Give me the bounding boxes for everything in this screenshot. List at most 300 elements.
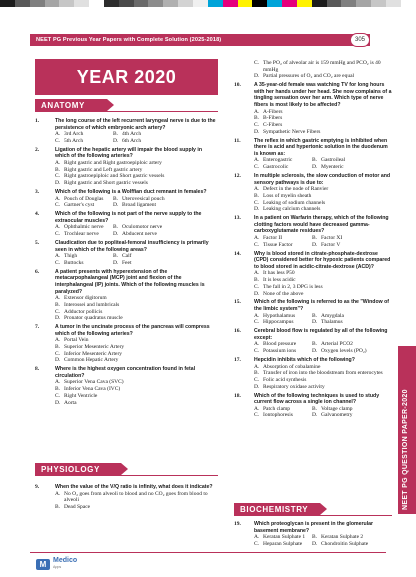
question-number: 16. xyxy=(234,328,241,335)
option-letter: C. xyxy=(254,319,260,326)
options-list xyxy=(55,160,218,187)
continued-options xyxy=(254,60,392,80)
medico-logo xyxy=(36,557,77,571)
option-letter: C. xyxy=(254,164,260,171)
option-item xyxy=(254,412,312,419)
option-letter: B. xyxy=(55,343,61,350)
option-text: 6th Arch xyxy=(122,137,142,144)
color-swatch xyxy=(223,0,238,7)
left-column-anatomy xyxy=(35,118,218,408)
option-letter: C. xyxy=(254,199,260,206)
option-text: Dead Space xyxy=(64,504,91,510)
option-letter: D. xyxy=(312,412,318,419)
option-item xyxy=(312,313,370,320)
option-letter: C. xyxy=(55,308,61,315)
option-letter: D. xyxy=(55,399,61,406)
option-item xyxy=(254,186,392,193)
options-list xyxy=(55,379,218,406)
options-list xyxy=(55,491,218,511)
option-item xyxy=(312,319,370,326)
option-text: Absorption of cobalamine xyxy=(263,363,321,370)
option-letter: D. xyxy=(312,241,318,248)
section-anatomy: ANATOMY xyxy=(35,99,107,112)
option-text: Loss of myelin sheath xyxy=(263,192,312,199)
question-number: 18. xyxy=(234,392,241,399)
option-letter: D. xyxy=(55,180,61,187)
option-item xyxy=(312,412,370,419)
options-list xyxy=(55,131,218,144)
option-letter: A. xyxy=(55,224,61,231)
question-item xyxy=(234,393,392,420)
option-text: Gastroileal xyxy=(321,157,346,164)
question-stem: Hepcidin inhibits which of the following? xyxy=(254,356,355,363)
option-text: C-Fibers xyxy=(263,122,283,129)
side-tab-label: NEET PG QUESTION PAPER-2020 xyxy=(402,389,409,510)
option-text: Portal Vein xyxy=(64,337,89,344)
option-text: The fall in 2, 3 DPG is less xyxy=(263,283,323,290)
color-swatch xyxy=(119,0,134,7)
logo-mark-icon: M xyxy=(36,559,50,570)
option-item xyxy=(113,231,171,238)
option-item xyxy=(55,173,218,180)
option-text: Factor XI xyxy=(321,235,343,242)
question-stem: A tumor in the uncinate process of the pancreas will compress which of the following arteries? xyxy=(55,324,210,337)
option-item xyxy=(254,348,312,355)
option-item xyxy=(113,202,171,209)
option-item xyxy=(312,406,370,413)
section-physiology: PHYSIOLOGY xyxy=(35,463,121,476)
option-letter: B. xyxy=(113,195,119,202)
color-swatch xyxy=(327,0,342,7)
question-item xyxy=(234,357,392,390)
option-text: Right gastric and Right gastroepiploic artery xyxy=(64,159,162,166)
question-item xyxy=(35,118,218,145)
option-item xyxy=(312,157,370,164)
option-letter: D. xyxy=(113,231,119,238)
option-letter: A. xyxy=(254,157,260,164)
option-item xyxy=(254,122,392,129)
option-letter: B. xyxy=(312,341,318,348)
question-stem: Which proteoglycan is present in the glomerular basement membrane? xyxy=(254,521,374,534)
option-letter: A. xyxy=(254,270,260,277)
option-letter: A. xyxy=(254,312,260,319)
option-text: Right Ventricle xyxy=(64,392,98,399)
question-item xyxy=(234,328,392,355)
option-item xyxy=(113,131,171,138)
option-letter: B. xyxy=(254,277,260,284)
question-item xyxy=(234,82,392,135)
option-text: Broad ligament xyxy=(122,202,157,209)
question-stem: A 35-year-old female was watching TV for long hours with her hands under her head. She now complains of a tingling sensation over her arm. Which type of nerve fibers is most likely to be affected? xyxy=(254,82,392,109)
options-list xyxy=(254,341,392,354)
option-letter: D. xyxy=(312,348,318,355)
option-letter: A. xyxy=(254,534,260,541)
option-letter: C. xyxy=(55,173,61,180)
color-swatch xyxy=(341,0,356,7)
question-number: 17. xyxy=(234,356,241,363)
color-swatch xyxy=(163,0,178,7)
option-text: It is less acidic xyxy=(263,277,296,284)
option-item xyxy=(254,60,392,73)
option-text: 5th Arch xyxy=(64,137,84,144)
color-swatch xyxy=(15,0,30,7)
color-swatch xyxy=(89,0,104,7)
option-item xyxy=(55,260,113,267)
option-text: Buttocks xyxy=(64,259,84,266)
option-letter: D. xyxy=(113,202,119,209)
option-item xyxy=(254,277,392,284)
option-letter: C. xyxy=(55,259,61,266)
question-number: 12. xyxy=(234,173,241,180)
option-text: Abducent nerve xyxy=(122,231,157,238)
option-letter: B. xyxy=(55,301,61,308)
option-item xyxy=(55,351,218,358)
print-color-bar xyxy=(0,0,416,7)
footer-rule xyxy=(30,552,386,553)
option-letter: B. xyxy=(312,235,318,242)
option-letter: D. xyxy=(254,290,260,297)
question-number: 19. xyxy=(234,521,241,527)
question-stem: The reflex in which gastric emptying is inhibited when there is acid and hypertonic solution in the duodenum is known as: xyxy=(254,137,388,157)
question-number: 10. xyxy=(234,82,241,89)
question-stem: When the value of the V/Q ratio is infinity, what does it indicate? xyxy=(55,484,213,490)
question-stem: Which of the following is not part of the nerve supply to the extraocular muscles? xyxy=(55,211,202,224)
color-swatch xyxy=(267,0,282,7)
option-item xyxy=(55,160,218,167)
option-text: 4th Arch xyxy=(122,131,142,138)
option-letter: A. xyxy=(254,108,260,115)
option-text: Calf xyxy=(122,253,132,260)
option-letter: C. xyxy=(254,540,260,547)
option-letter: A. xyxy=(254,186,260,193)
options-list xyxy=(254,406,392,419)
question-stem: Which of the following techniques is used to study current flow across a single ion channel? xyxy=(254,392,380,406)
option-item xyxy=(55,337,218,344)
option-text: Uterovesical pouch xyxy=(122,195,165,202)
color-swatch xyxy=(148,0,163,7)
option-letter: D. xyxy=(113,259,119,266)
options-list xyxy=(254,313,392,326)
color-swatch xyxy=(252,0,267,7)
option-item xyxy=(312,235,370,242)
option-text: Leaking of sodium channels xyxy=(263,199,326,206)
option-item xyxy=(55,196,113,203)
option-text: Gartner's cyst xyxy=(64,202,95,209)
option-letter: C. xyxy=(55,392,61,399)
question-item xyxy=(234,299,392,326)
option-text: Right gastroepiploic and Short gastric vessels xyxy=(64,173,165,180)
page-number: 305 xyxy=(350,33,370,47)
option-text: No O₂ goes from alveoli to blood and no CO₂ goes from blood to alveoli xyxy=(64,490,208,504)
option-text: Blood pressure xyxy=(263,341,297,348)
color-swatch xyxy=(45,0,60,7)
question-stem: Why is blood stored in citrate-phosphate-dextrose (CPD) considered better for hypoxic patients compared to blood stored in acidic-citrate-dextrose (ACD)? xyxy=(254,250,391,270)
section-biochemistry: BIOCHEMISTRY xyxy=(234,503,320,516)
question-number: 2. xyxy=(35,146,40,153)
options-list xyxy=(254,534,392,547)
option-text: Hypothalamus xyxy=(263,312,296,319)
option-text: Thalamus xyxy=(321,319,343,326)
option-item xyxy=(312,164,370,171)
question-number: 5. xyxy=(35,239,40,246)
option-item xyxy=(55,386,218,393)
option-letter: B. xyxy=(312,312,318,319)
option-text: Keratan Sulphate 2 xyxy=(321,534,364,541)
question-stem: In multiple sclerosis, the slow conduction of motor and sensory pathways is due to: xyxy=(254,173,391,186)
question-number: 7. xyxy=(35,324,40,331)
option-item xyxy=(55,167,218,174)
option-text: Amygdala xyxy=(321,312,344,319)
option-text: Partial pressures of O₂ and CO₂ are equal xyxy=(263,73,355,80)
option-text: The PO₂ of alveolar air is 159 mmHg and PCO₂ is 40 mmHg xyxy=(263,60,381,73)
option-text: B-Fibers xyxy=(263,115,283,122)
option-text: Tissue Factor xyxy=(263,241,293,248)
option-item xyxy=(254,206,392,213)
right-column xyxy=(234,60,392,421)
option-letter: D. xyxy=(113,137,119,144)
option-text: Superior Vena Cava (SVC) xyxy=(64,379,124,386)
color-swatch xyxy=(371,0,386,7)
color-swatch xyxy=(104,0,119,7)
question-item xyxy=(35,240,218,267)
option-item xyxy=(254,109,392,116)
color-swatch xyxy=(0,0,15,7)
color-swatch xyxy=(178,0,193,7)
options-list xyxy=(254,364,392,391)
option-letter: C. xyxy=(254,241,260,248)
question-number: 9. xyxy=(35,484,40,490)
question-number: 6. xyxy=(35,268,40,275)
options-list xyxy=(254,235,392,248)
option-letter: D. xyxy=(254,206,260,213)
option-text: It has less P50 xyxy=(263,270,295,277)
option-letter: B. xyxy=(312,534,318,541)
option-item xyxy=(254,541,312,548)
option-item xyxy=(55,315,218,322)
logo-name: Medico xyxy=(53,557,78,564)
option-item xyxy=(254,284,392,291)
option-text: Oxygen levels (PO₂) xyxy=(321,348,367,355)
option-item xyxy=(55,202,113,209)
option-item xyxy=(254,384,392,391)
option-text: Inferior Vena Cava (IVC) xyxy=(64,386,121,393)
option-text: Keratan Sulphate 1 xyxy=(263,534,306,541)
option-item xyxy=(55,393,218,400)
options-list xyxy=(254,186,392,213)
option-letter: D. xyxy=(312,540,318,547)
question-item xyxy=(234,138,392,171)
options-list xyxy=(254,109,392,136)
option-item xyxy=(113,253,171,260)
option-letter: D. xyxy=(254,383,260,390)
question-item xyxy=(234,173,392,213)
option-item xyxy=(254,341,312,348)
option-text: Thigh xyxy=(64,253,78,260)
option-item xyxy=(312,242,370,249)
logo-sub: Apps xyxy=(53,565,62,569)
option-item xyxy=(113,224,171,231)
option-text: Myenteric xyxy=(321,164,344,171)
option-item xyxy=(113,138,171,145)
option-item xyxy=(254,157,312,164)
option-item xyxy=(113,260,171,267)
option-text: Sympathetic Nerve Fibers xyxy=(263,128,321,135)
option-text: Transfer of iron into the bloodstream from enterocytes xyxy=(263,370,383,377)
question-stem: Claudication due to popliteal-femoral insufficiency is primarily seen in which of the following areas? xyxy=(55,239,209,253)
question-stem: Where is the highest oxygen concentration found in fetal circulation? xyxy=(55,366,196,379)
option-letter: A. xyxy=(55,379,61,386)
option-item xyxy=(55,253,113,260)
question-stem: The long course of the left recurrent laryngeal nerve is due to the persistence of which embryonic arch artery? xyxy=(55,118,216,131)
option-text: Respiratory oxidase activity xyxy=(263,383,325,390)
option-letter: A. xyxy=(55,253,61,260)
option-item xyxy=(55,224,113,231)
option-item xyxy=(254,242,312,249)
option-item xyxy=(113,196,171,203)
option-letter: C. xyxy=(55,202,61,209)
options-list xyxy=(55,337,218,364)
option-letter: C. xyxy=(55,231,61,238)
question-item xyxy=(35,484,218,511)
option-text: Arterial PCO2 xyxy=(321,341,353,348)
option-item xyxy=(55,400,218,407)
option-text: Patch clamp xyxy=(263,405,291,412)
option-text: Ophthalmic nerve xyxy=(64,224,104,231)
color-swatch xyxy=(238,0,253,7)
option-item xyxy=(55,357,218,364)
options-list xyxy=(254,157,392,170)
option-letter: A. xyxy=(55,490,61,497)
option-text: Iontophoresis xyxy=(263,412,293,419)
option-letter: B. xyxy=(55,504,61,510)
color-swatch xyxy=(356,0,371,7)
option-item xyxy=(254,193,392,200)
question-stem: Ligation of the hepatic artery will impair the blood supply in which of the following arteries? xyxy=(55,146,202,160)
question-item xyxy=(234,521,392,548)
left-column-physiology xyxy=(35,484,218,513)
option-letter: A. xyxy=(55,195,61,202)
option-text: Factor II xyxy=(263,235,283,242)
option-item xyxy=(312,534,370,541)
question-stem: In a patient on Warfarin therapy, which of the following clotting factors would have decreased gamma-carboxyglutamate residues? xyxy=(254,215,389,235)
option-item xyxy=(55,302,218,309)
options-list xyxy=(55,224,218,237)
option-item xyxy=(254,377,392,384)
option-text: Right gastric and Left gastric artery xyxy=(64,166,143,173)
option-letter: B. xyxy=(312,157,318,164)
option-letter: C. xyxy=(254,376,260,383)
color-swatch xyxy=(74,0,89,7)
question-number: 11. xyxy=(234,137,241,144)
option-text: Heparan Sulphate xyxy=(263,540,303,547)
option-item xyxy=(55,138,113,145)
option-letter: B. xyxy=(55,386,61,393)
option-text: A-Fibers xyxy=(263,108,283,115)
option-text: Right gastric and Short gastric vessels xyxy=(64,180,148,187)
option-text: Pouch of Douglas xyxy=(64,195,104,202)
option-text: Oculomotor nerve xyxy=(122,224,163,231)
option-letter: B. xyxy=(312,405,318,412)
color-swatch xyxy=(401,0,416,7)
option-item xyxy=(55,131,113,138)
option-text: Folic acid synthesis xyxy=(263,376,307,383)
option-letter: C. xyxy=(55,137,61,144)
option-text: Potassium ions xyxy=(263,348,297,355)
option-letter: A. xyxy=(254,363,260,370)
question-number: 1. xyxy=(35,118,40,124)
option-item xyxy=(254,406,312,413)
option-letter: A. xyxy=(55,337,61,344)
option-letter: B. xyxy=(113,253,119,260)
year-banner: YEAR 2020 xyxy=(35,59,218,95)
option-item xyxy=(254,164,312,171)
option-item xyxy=(254,73,392,80)
color-swatch xyxy=(208,0,223,7)
question-stem: Which of the following is referred to as the "Window of the limbic system"? xyxy=(254,299,389,312)
option-item xyxy=(254,534,312,541)
color-swatch xyxy=(282,0,297,7)
option-letter: D. xyxy=(55,357,61,364)
option-letter: D. xyxy=(312,164,318,171)
question-number: 14. xyxy=(234,250,241,257)
question-item xyxy=(35,366,218,406)
question-number: 13. xyxy=(234,215,241,222)
option-letter: D. xyxy=(55,315,61,322)
right-column-biochemistry xyxy=(234,521,392,550)
option-letter: D. xyxy=(254,128,260,135)
option-letter: C. xyxy=(254,283,260,290)
option-letter: C. xyxy=(254,348,260,355)
header-title: NEET PG Previous Year Papers with Complete Solution (2025-2018) xyxy=(36,37,222,43)
question-number: 3. xyxy=(35,188,40,195)
options-list xyxy=(55,196,218,209)
question-stem: Cerebral blood flow is regulated by all of the following except: xyxy=(254,328,388,341)
option-text: None of the above xyxy=(263,290,304,297)
color-swatch xyxy=(297,0,312,7)
option-item xyxy=(55,231,113,238)
option-text: Common Hepatic Artery xyxy=(64,357,119,364)
option-item xyxy=(55,344,218,351)
option-text: Galvanometry xyxy=(321,412,353,419)
option-item xyxy=(55,504,218,511)
option-letter: A. xyxy=(254,235,260,242)
option-letter: D. xyxy=(312,319,318,326)
options-list xyxy=(254,270,392,297)
color-swatch xyxy=(386,0,401,7)
question-item xyxy=(35,211,218,238)
option-letter: A. xyxy=(254,405,260,412)
option-letter: B. xyxy=(55,166,61,173)
option-item xyxy=(254,313,312,320)
option-text: Voltage clamp xyxy=(321,405,353,412)
option-letter: A. xyxy=(55,295,61,302)
option-letter: A. xyxy=(55,131,61,138)
option-item xyxy=(254,200,392,207)
question-stem: A patient presents with hyperextension of the metacarpophalangeal (MCP) joint and flexion of the interphalangeal (IP) joints. Which of the following muscles is paralyzed? xyxy=(55,268,205,295)
option-item xyxy=(55,180,218,187)
option-text: Adductor pollicis xyxy=(64,308,103,315)
option-text: Pronator quadratus muscle xyxy=(64,315,123,322)
option-text: Enterogastric xyxy=(263,157,293,164)
color-swatch xyxy=(134,0,149,7)
options-list xyxy=(55,253,218,266)
option-text: Factor V xyxy=(321,241,341,248)
section-rule xyxy=(35,111,218,112)
option-item xyxy=(312,348,370,355)
option-letter: D. xyxy=(254,73,260,80)
option-text: Gastrocolic xyxy=(263,164,289,171)
question-number: 15. xyxy=(234,299,241,306)
